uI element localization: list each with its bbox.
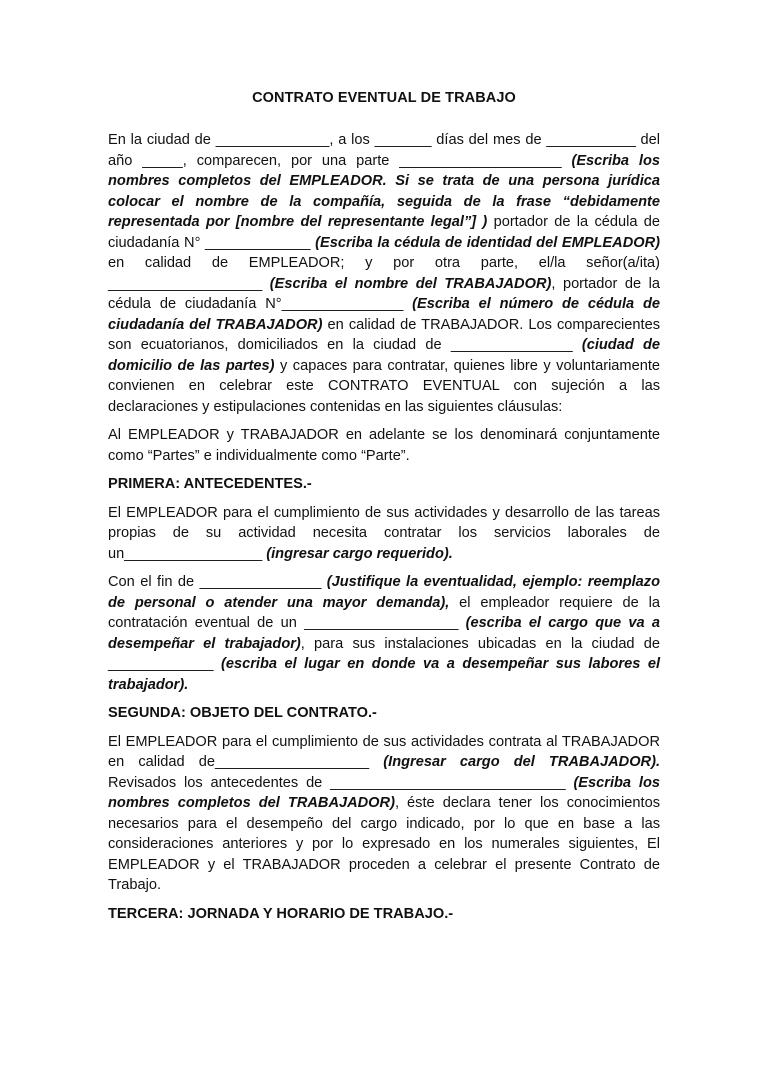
section-heading-tercera: TERCERA: JORNADA Y HORARIO DE TRABAJO.- — [108, 905, 454, 922]
partes-paragraph: Al EMPLEADOR y TRABAJADOR en adelante se los denominará conjuntamente como “Partes” e individualmente como “Parte”. — [108, 427, 660, 464]
intro-text-1: En la ciudad de ______________, a los _______ días del mes de ___________ del año _____, comparecen, por una parte ____________________ — [108, 132, 660, 169]
section-heading-primera: PRIMERA: ANTECEDENTES.- — [108, 476, 312, 492]
intro-paragraph — [108, 130, 660, 417]
intro-instruction-cedula-empleador: (Escriba la cédula de identidad del EMPLEADOR) — [315, 234, 660, 251]
document-title: CONTRATO EVENTUAL DE TRABAJO — [252, 90, 516, 106]
primera-text-2: Con el fin de _______________ — [108, 574, 327, 590]
segunda-text-3: , éste declara tener los conocimientos necesarios para el desempeño del cargo indicado, por lo que en base a las consideraciones anteriores y por lo expresado en los numerales siguientes, El EMPLEADOR y el TRABAJADOR proceden a celebrar el presente Contrato de Trabajo. — [108, 795, 660, 893]
intro-instruction-nombre-trabajador: (Escriba el nombre del TRABAJADOR) — [269, 275, 552, 292]
segunda-instruction-nombres: (Escriba los nombres completos del TRABAJADOR) — [108, 774, 660, 811]
intro-text-2: portador de la cédula de ciudadanía N° _____________ — [108, 214, 661, 251]
primera-text-1: El EMPLEADOR para el cumplimiento de sus actividades y desarrollo de las tareas propias de su actividad necesita contratar los servicios laborales de un_________________ — [108, 504, 660, 562]
primera-instruction-cargo-desempenar: (escriba el cargo que va a desempeñar el trabajador) — [108, 615, 660, 652]
section-heading-segunda: SEGUNDA: OBJETO DEL CONTRATO.- — [108, 705, 377, 721]
primera-paragraph-1 — [108, 503, 660, 565]
intro-instruction-cedula-trabajador: (Escriba el número de cédula de ciudadanía del TRABAJADOR) — [108, 296, 660, 333]
document-page — [108, 88, 660, 932]
segunda-instruction-cargo: (Ingresar cargo del TRABAJADOR). — [383, 754, 661, 770]
intro-text-5: en calidad de TRABAJADOR. Los comparecientes son ecuatorianos, domiciliados en la ciudad de _______________ — [108, 316, 660, 353]
intro-text-6: y capaces para contratar, quienes libre y voluntariamente convienen en celebrar este CONTRATO EVENTUAL con sujeción a las declaraciones y estipulaciones contenidas en las siguientes cláusulas: — [108, 357, 660, 415]
segunda-text-2: Revisados los antecedentes de _____________________________ — [108, 774, 574, 791]
intro-instruction-empleador: (Escriba los nombres completos del EMPLEADOR. Si se trata de una persona jurídica colocar el nombre de la compañía, seguida de la frase “debidamente representada por [nombre del representante legal”] ) — [108, 152, 660, 230]
primera-paragraph-2 — [108, 572, 660, 695]
primera-text-4: , para sus instalaciones ubicadas en la ciudad de _____________ — [108, 635, 660, 672]
primera-instruction-lugar: (escriba el lugar en donde va a desempeñar sus labores el trabajador). — [108, 656, 660, 693]
intro-instruction-ciudad: (ciudad de domicilio de las partes) — [108, 337, 660, 374]
primera-instruction-eventualidad: (Justifique la eventualidad, ejemplo: reemplazo de personal o atender una mayor demanda), — [108, 574, 660, 611]
segunda-text-1: El EMPLEADOR para el cumplimiento de sus actividades contrata al TRABAJADOR en calidad de___________________ — [108, 733, 660, 770]
segunda-paragraph-1 — [108, 732, 660, 896]
primera-text-3: el empleador requiere de la contratación eventual de un ___________________ — [108, 594, 660, 631]
intro-text-3: en calidad de EMPLEADOR; y por otra parte, el/la señor(a/ita) ___________________ — [108, 255, 660, 292]
intro-text-4: , portador de la cédula de ciudadanía N°_______________ — [108, 275, 660, 312]
primera-instruction-cargo: (ingresar cargo requerido). — [266, 545, 453, 562]
